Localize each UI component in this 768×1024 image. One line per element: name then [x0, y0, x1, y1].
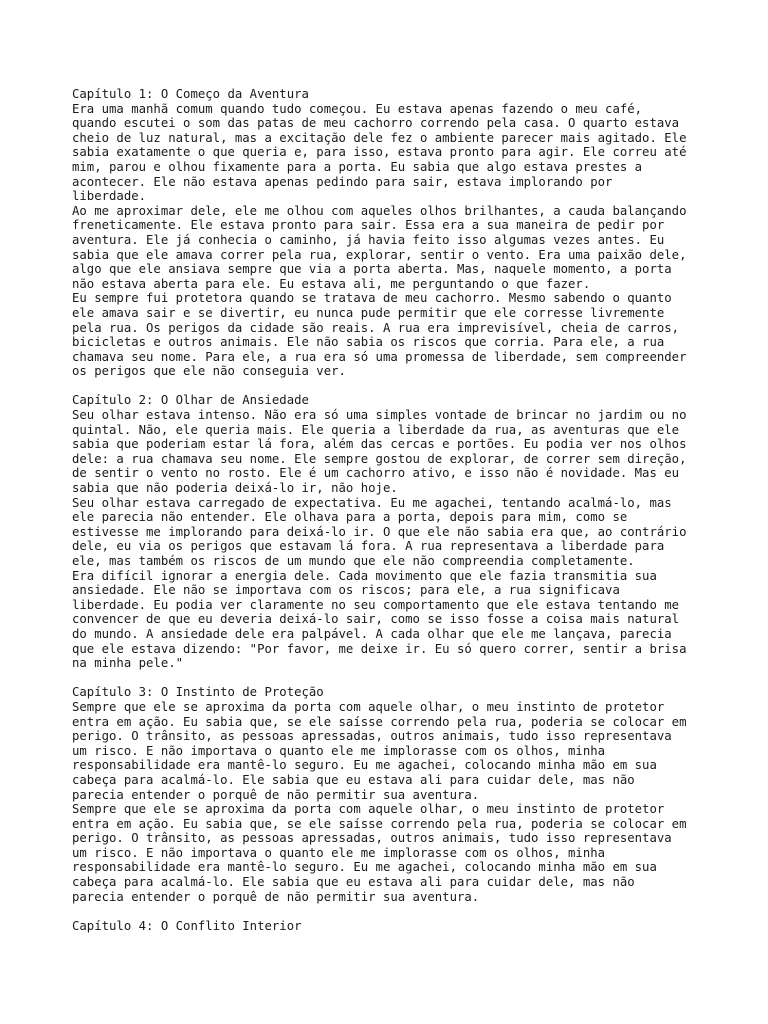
body-text-line: responsabilidade era mantê-lo seguro. Eu me agachei, colocando minha mão em sua [72, 758, 657, 773]
document-page [72, 87, 702, 948]
body-text-line: quando escutei o som das patas de meu cachorro correndo pela casa. O quarto estava [72, 116, 680, 131]
body-text-line: Seu olhar estava intenso. Não era só uma simples vontade de brincar no jardim ou no [72, 408, 687, 423]
body-text-line: que ele estava dizendo: "Por favor, me deixe ir. Eu só quero correr, sentir a brisa [72, 641, 687, 656]
body-text-line: liberdade. [72, 189, 147, 204]
body-text-line: parecia entender o porquê de não permitir sua aventura. [72, 889, 480, 904]
body-text-line: do mundo. A ansiedade dele era palpável. A cada olhar que ele me lançava, parecia [72, 626, 672, 641]
body-text-line: ele parecia não entender. Ele olhava para a porta, depois para mim, como se [72, 510, 628, 525]
body-text-line: algo que ele ansiava sempre que via a porta aberta. Mas, naquele momento, a porta [72, 262, 672, 277]
chapter-section [72, 685, 702, 904]
chapter-section [72, 87, 702, 379]
body-text-line: não estava aberta para ele. Eu estava ali, me perguntando o que fazer. [72, 276, 591, 291]
body-text-line: Era uma manhã comum quando tudo começou. Eu estava apenas fazendo o meu café, [72, 101, 643, 116]
body-text-line: cheio de luz natural, mas a excitação dele fez o ambiente parecer mais agitado. Ele [72, 130, 687, 145]
body-text-line: sabia exatamente o que queria e, para isso, estava pronto para agir. Ele correu até [72, 145, 687, 160]
body-text-line: liberdade. Eu podia ver claramente no seu comportamento que ele estava tentando me [72, 597, 680, 612]
body-text-line: cabeça para acalmá-lo. Ele sabia que eu estava ali para cuidar dele, mas não [72, 772, 635, 787]
body-text-line: Ao me aproximar dele, ele me olhou com aqueles olhos brilhantes, a cauda balançando [72, 203, 687, 218]
body-text-line: pela rua. Os perigos da cidade são reais. A rua era imprevisível, cheia de carros, [72, 320, 680, 335]
body-text-line: dele, eu via os perigos que estavam lá fora. A rua representava a liberdade para [72, 539, 665, 554]
chapter-title: Capítulo 2: O Olhar de Ansiedade [72, 393, 309, 408]
body-text-line: entra em ação. Eu sabia que, se ele saísse correndo pela rua, poderia se colocar em [72, 816, 687, 831]
body-text-line: Eu sempre fui protetora quando se tratava de meu cachorro. Mesmo sabendo o quanto [72, 291, 672, 306]
body-text-line: um risco. E não importava o quanto ele me implorasse com os olhos, minha [72, 743, 606, 758]
body-text-line: um risco. E não importava o quanto ele me implorasse com os olhos, minha [72, 845, 606, 860]
chapter-section [72, 919, 702, 934]
body-text-line: Era difícil ignorar a energia dele. Cada movimento que ele fazia transmitia sua [72, 568, 657, 583]
body-text-line: de sentir o vento no rosto. Ele é um cachorro ativo, e isso não é novidade. Mas eu [72, 466, 680, 481]
body-text-line: cabeça para acalmá-lo. Ele sabia que eu estava ali para cuidar dele, mas não [72, 875, 635, 890]
chapter-title: Capítulo 4: O Conflito Interior [72, 918, 302, 933]
chapter-section [72, 393, 702, 670]
chapter-title: Capítulo 1: O Começo da Aventura [72, 87, 309, 101]
body-text-line: quintal. Não, ele queria mais. Ele queria a liberdade da rua, as aventuras que ele [72, 422, 680, 437]
body-text-line: acontecer. Ele não estava apenas pedindo para sair, estava implorando por [72, 174, 613, 189]
body-text-line: bicicletas e outros animais. Ele não sabia os riscos que corria. Para ele, a rua [72, 335, 665, 350]
body-text-line: na minha pele." [72, 656, 184, 671]
body-text-line: sabia que poderiam estar lá fora, além das cercas e portões. Eu podia ver nos olhos [72, 437, 687, 452]
body-text-line: aventura. Ele já conhecia o caminho, já havia feito isso algumas vezes antes. Eu [72, 232, 665, 247]
body-text-line: ele amava sair e se divertir, eu nunca pude permitir que ele corresse livremente [72, 305, 665, 320]
body-text-line: chamava seu nome. Para ele, a rua era só uma promessa de liberdade, sem compreender [72, 349, 687, 364]
body-text-line: estivesse me implorando para deixá-lo ir. O que ele não sabia era que, ao contrário [72, 524, 687, 539]
body-text-line: convencer de que eu deveria deixá-lo sair, como se isso fosse a coisa mais natural [72, 612, 680, 627]
body-text-line: perigo. O trânsito, as pessoas apressadas, outros animais, tudo isso representava [72, 729, 672, 744]
body-text-line: ansiedade. Ele não se importava com os riscos; para ele, a rua significava [72, 583, 620, 598]
body-text-line: ele, mas também os riscos de um mundo que ele não compreendia completamente. [72, 554, 635, 568]
body-text-line: sabia que ele amava correr pela rua, explorar, sentir o vento. Era uma paixão dele, [72, 247, 687, 262]
body-text-line: entra em ação. Eu sabia que, se ele saísse correndo pela rua, poderia se colocar em [72, 714, 687, 729]
body-text-line: Sempre que ele se aproxima da porta com aquele olhar, o meu instinto de protetor [72, 802, 665, 817]
body-text-line: Sempre que ele se aproxima da porta com aquele olhar, o meu instinto de protetor [72, 699, 665, 714]
body-text-line: sabia que não poderia deixá-lo ir, não hoje. [72, 481, 398, 496]
body-text-line: freneticamente. Ele estava pronto para sair. Essa era a sua maneira de pedir por [72, 218, 665, 233]
body-text-line: perigo. O trânsito, as pessoas apressadas, outros animais, tudo isso representava [72, 831, 672, 846]
chapter-title: Capítulo 3: O Instinto de Proteção [72, 685, 324, 700]
body-text-line: responsabilidade era mantê-lo seguro. Eu me agachei, colocando minha mão em sua [72, 860, 657, 875]
body-text-line: mim, parou e olhou fixamente para a porta. Eu sabia que algo estava prestes a [72, 159, 643, 174]
body-text-line: dele: a rua chamava seu nome. Ele sempre gostou de explorar, de correr sem direção, [72, 451, 687, 466]
body-text-line: parecia entender o porquê de não permitir sua aventura. [72, 787, 480, 802]
body-text-line: Seu olhar estava carregado de expectativa. Eu me agachei, tentando acalmá-lo, mas [72, 495, 672, 510]
body-text-line: os perigos que ele não conseguia ver. [72, 364, 346, 379]
